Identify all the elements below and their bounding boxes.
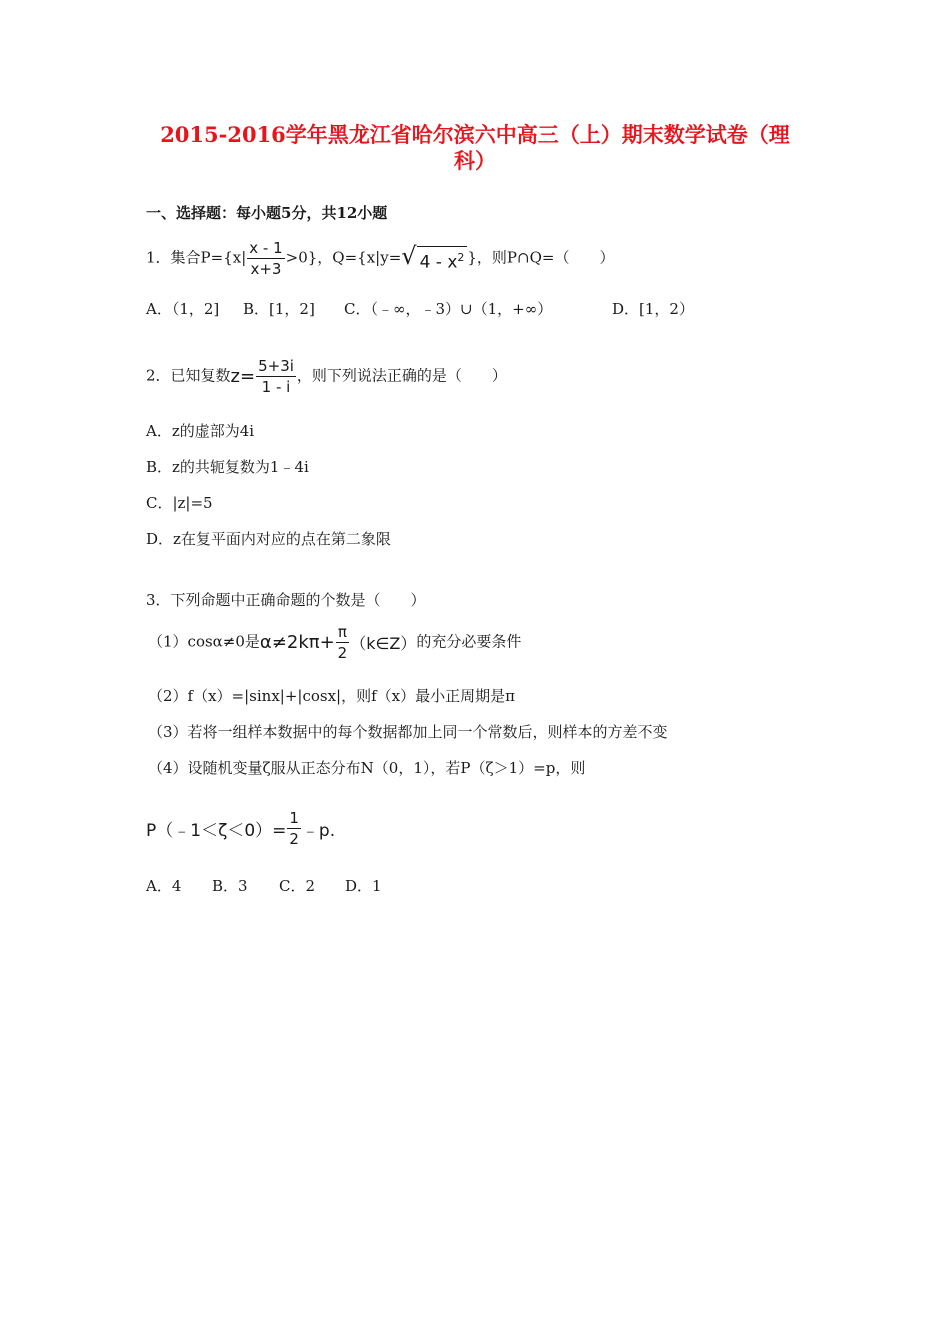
q3-statement-4: （4）设随机变量ζ服从正态分布N（0，1），若P（ζ＞1）=p，则 (148, 759, 586, 777)
q3-p-prefix: P（﹣1＜ζ＜0）= (146, 821, 287, 841)
q2-choice-b: B．z的共轭复数为1﹣4i (146, 458, 309, 476)
q3-s1-math2: （k∈Z） (350, 634, 417, 653)
q2-choice-d: D．z在复平面内对应的点在第二象限 (146, 530, 391, 548)
q3-s1-math: α≠2kπ+ (259, 632, 335, 653)
q3-choice-a: A．4 (146, 877, 182, 895)
question-1-stem (146, 238, 614, 279)
q3-statement-1 (148, 622, 521, 663)
q3-p-frac-num: 1 (289, 809, 299, 827)
q3-s1-fraction (336, 622, 350, 663)
q1-sqrt (401, 243, 467, 274)
q3-p-fraction (287, 808, 301, 849)
q1-exponent: 2 (457, 251, 465, 265)
exam-title (120, 122, 830, 174)
q2-frac-den: 1 - i (261, 378, 291, 396)
question-2-stem (146, 356, 507, 397)
q3-choice-c: C．2 (279, 877, 316, 895)
q2-choice-a: A．z的虚部为4i (146, 422, 255, 440)
q3-probability-line (146, 808, 335, 849)
question-3-stem: 3．下列命题中正确命题的个数是（ ） (146, 591, 426, 609)
title-line-2: 科） (454, 148, 496, 173)
q1-prefix: 1．集合P={x| (146, 248, 247, 267)
q3-choice-b: B．3 (212, 877, 248, 895)
q3-s1-frac-den: 2 (337, 644, 348, 662)
q3-s1-prefix: （1）cosα≠0是 (148, 632, 260, 651)
q1-suffix: }，则P∩Q=（ ） (467, 248, 615, 267)
radical-sign-icon: √ (401, 242, 417, 271)
q1-choice-d: D．[1，2） (612, 300, 694, 318)
question-3-choices (146, 875, 382, 896)
q3-s1-frac-num: π (337, 623, 347, 641)
q2-choice-c: C．|z|=5 (146, 494, 213, 512)
q1-frac-den: x+3 (250, 260, 282, 278)
q3-choice-d: D．1 (345, 877, 382, 895)
q1-sqrt-body: 4 - x (419, 252, 458, 273)
q3-statement-3: （3）若将一组样本数据中的每个数据都加上同一个常数后，则样本的方差不变 (148, 723, 668, 741)
q2-prefix: 2．已知复数 (146, 366, 231, 385)
title-line-1: 2015-2016学年黑龙江省哈尔滨六中高三（上）期末数学试卷（理 (160, 122, 790, 147)
q1-mid: >0}，Q={x|y= (285, 248, 402, 267)
section-heading: 一、选择题：每小题5分，共12小题 (146, 204, 388, 222)
q3-p-frac-den: 2 (289, 830, 299, 848)
q1-frac-num: x - 1 (249, 239, 283, 257)
question-1-choices (146, 298, 694, 319)
q3-s1-suffix: 的充分必要条件 (416, 632, 522, 651)
q2-frac-num: 5+3i (258, 357, 294, 375)
q1-choice-c: C．（﹣∞，﹣3）∪（1，+∞） (344, 300, 553, 318)
q2-z: z= (230, 366, 256, 387)
q1-fraction (247, 238, 284, 279)
q3-statement-2: （2）f（x）=|sinx|+|cosx|，则f（x）最小正周期是π (148, 687, 515, 705)
q1-choice-b: B．[1，2] (243, 300, 315, 318)
q3-p-suffix: ﹣p. (301, 821, 336, 841)
q2-suffix: ，则下列说法正确的是（ ） (296, 366, 507, 385)
q2-fraction (256, 356, 296, 397)
q1-choice-a: A．（1，2] (146, 300, 220, 318)
